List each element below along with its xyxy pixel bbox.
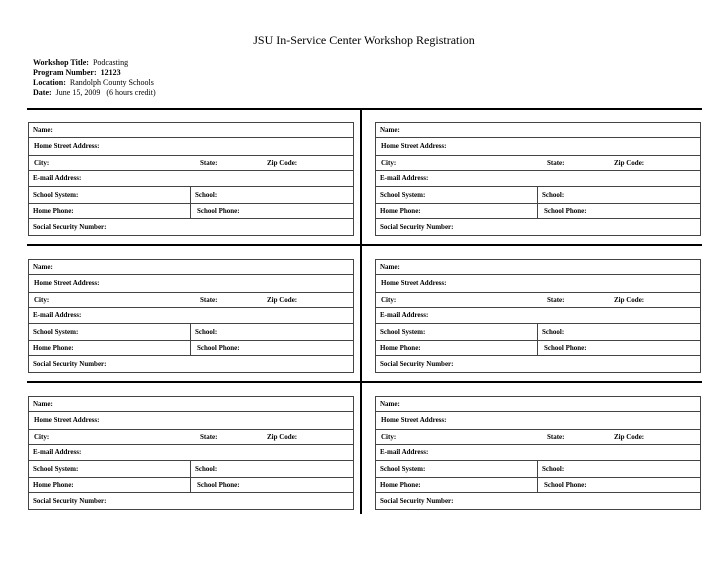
form-row [29, 411, 353, 430]
school-phone-label: School Phone: [197, 343, 240, 352]
form-row [29, 492, 353, 509]
workshop-title-line [33, 58, 128, 69]
registration-form-3 [28, 259, 354, 373]
ssn-label: Social Security Number: [33, 496, 107, 505]
ssn-label: Social Security Number: [33, 222, 107, 231]
form-row [376, 274, 700, 293]
form-row [29, 260, 353, 275]
form-row [376, 355, 700, 372]
ssn-field[interactable] [29, 355, 353, 372]
state-field[interactable] [196, 292, 263, 307]
registration-form-6 [375, 396, 701, 510]
email-label: E-mail Address: [380, 311, 429, 319]
school-phone-label: School Phone: [197, 206, 240, 215]
zip-label: Zip Code: [267, 432, 298, 441]
form-row [29, 155, 353, 171]
city-field[interactable] [29, 429, 196, 444]
form-row [29, 460, 353, 478]
school-phone-label: School Phone: [544, 343, 587, 352]
form-row [376, 218, 700, 235]
location-value: Randolph County Schools [69, 78, 154, 87]
state-field[interactable] [196, 155, 263, 170]
city-field[interactable] [376, 155, 543, 170]
name-field[interactable] [376, 397, 700, 411]
form-row [376, 411, 700, 430]
zip-label: Zip Code: [267, 295, 298, 304]
home-phone-field[interactable] [29, 477, 190, 492]
school-phone-label: School Phone: [197, 480, 240, 489]
state-label: State: [547, 432, 565, 441]
email-label: E-mail Address: [380, 448, 429, 456]
name-label: Name: [380, 263, 400, 271]
school-label: School: [542, 327, 565, 336]
home-phone-field[interactable] [376, 340, 537, 355]
form-row [376, 444, 700, 461]
form-row [376, 460, 700, 478]
school-phone-field[interactable] [190, 477, 353, 492]
school-system-label: School System: [380, 190, 426, 199]
school-field[interactable] [190, 460, 353, 477]
zip-field[interactable] [610, 292, 700, 307]
school-phone-label: School Phone: [544, 206, 587, 215]
form-row [376, 323, 700, 341]
form-row [29, 307, 353, 324]
zip-field[interactable] [263, 292, 353, 307]
address-label: Home Street Address: [34, 279, 100, 287]
name-label: Name: [380, 400, 400, 408]
form-row [376, 170, 700, 187]
vertical-divider [360, 108, 362, 514]
program-number-line [33, 68, 121, 79]
form-row [29, 292, 353, 308]
home-phone-label: Home Phone: [33, 343, 74, 352]
zip-label: Zip Code: [614, 295, 645, 304]
form-row [29, 123, 353, 138]
zip-field[interactable] [610, 155, 700, 170]
ssn-field[interactable] [376, 492, 700, 509]
school-phone-field[interactable] [537, 477, 700, 492]
date-value: June 15, 2009 (6 hours credit) [55, 88, 156, 97]
date-label: Date: [33, 88, 52, 97]
name-label: Name: [33, 400, 53, 408]
form-row [29, 170, 353, 187]
state-field[interactable] [196, 429, 263, 444]
form-row [376, 492, 700, 509]
school-label: School: [195, 464, 218, 473]
email-label: E-mail Address: [33, 311, 82, 319]
state-field[interactable] [543, 292, 610, 307]
school-phone-field[interactable] [190, 340, 353, 355]
school-system-field[interactable] [29, 186, 190, 203]
home-phone-label: Home Phone: [33, 206, 74, 215]
school-system-field[interactable] [376, 186, 537, 203]
registration-form-5 [28, 396, 354, 510]
location-label: Location: [33, 78, 66, 87]
name-field[interactable] [29, 397, 353, 411]
state-label: State: [200, 158, 218, 167]
form-row [376, 203, 700, 219]
state-label: State: [547, 295, 565, 304]
city-field[interactable] [376, 292, 543, 307]
home-phone-field[interactable] [376, 477, 537, 492]
school-phone-label: School Phone: [544, 480, 587, 489]
city-label: City: [34, 295, 50, 304]
ssn-label: Social Security Number: [380, 359, 454, 368]
name-label: Name: [33, 263, 53, 271]
city-label: City: [381, 295, 397, 304]
registration-form-2 [375, 122, 701, 236]
form-row [376, 137, 700, 156]
program-number-label: Program Number: [33, 68, 97, 77]
form-row [376, 307, 700, 324]
workshop-title-value: Podcasting [92, 58, 129, 67]
home-phone-label: Home Phone: [33, 480, 74, 489]
school-system-field[interactable] [376, 460, 537, 477]
school-phone-field[interactable] [537, 203, 700, 218]
form-row [29, 274, 353, 293]
city-field[interactable] [29, 155, 196, 170]
form-row [376, 340, 700, 356]
form-row [376, 292, 700, 308]
home-phone-field[interactable] [29, 203, 190, 218]
home-phone-label: Home Phone: [380, 343, 421, 352]
email-field[interactable] [29, 307, 353, 323]
school-field[interactable] [537, 323, 700, 340]
page-title: JSU In-Service Center Workshop Registration [253, 33, 475, 47]
school-system-field[interactable] [376, 323, 537, 340]
name-field[interactable] [29, 123, 353, 137]
address-field[interactable] [29, 137, 353, 155]
form-row [376, 123, 700, 138]
state-label: State: [547, 158, 565, 167]
address-label: Home Street Address: [381, 416, 447, 424]
date-line [33, 88, 156, 99]
school-system-label: School System: [380, 464, 426, 473]
zip-label: Zip Code: [267, 158, 298, 167]
name-label: Name: [380, 126, 400, 134]
state-field[interactable] [543, 155, 610, 170]
city-label: City: [381, 432, 397, 441]
city-field[interactable] [29, 292, 196, 307]
form-row [29, 137, 353, 156]
email-label: E-mail Address: [33, 174, 82, 182]
ssn-field[interactable] [29, 492, 353, 509]
program-number-value: 12123 [100, 68, 121, 77]
name-field[interactable] [376, 260, 700, 274]
school-label: School: [542, 190, 565, 199]
name-field[interactable] [29, 260, 353, 274]
email-field[interactable] [376, 307, 700, 323]
city-label: City: [34, 432, 50, 441]
zip-label: Zip Code: [614, 158, 645, 167]
address-field[interactable] [29, 411, 353, 429]
form-row [376, 260, 700, 275]
email-field[interactable] [376, 444, 700, 460]
name-label: Name: [33, 126, 53, 134]
address-label: Home Street Address: [381, 279, 447, 287]
zip-field[interactable] [263, 429, 353, 444]
form-row [29, 186, 353, 204]
city-label: City: [34, 158, 50, 167]
state-label: State: [200, 295, 218, 304]
form-row [29, 323, 353, 341]
form-row [29, 477, 353, 493]
divider-line-3 [27, 381, 702, 383]
address-field[interactable] [376, 137, 700, 155]
registration-form-4 [375, 259, 701, 373]
address-field[interactable] [29, 274, 353, 292]
form-row [376, 397, 700, 412]
workshop-title-label: Workshop Title: [33, 58, 89, 67]
state-field[interactable] [543, 429, 610, 444]
school-field[interactable] [190, 323, 353, 340]
form-row [29, 397, 353, 412]
school-system-label: School System: [33, 327, 79, 336]
school-system-field[interactable] [29, 460, 190, 477]
email-field[interactable] [29, 444, 353, 460]
school-system-label: School System: [33, 464, 79, 473]
city-field[interactable] [376, 429, 543, 444]
zip-field[interactable] [610, 429, 700, 444]
address-field[interactable] [376, 411, 700, 429]
address-label: Home Street Address: [34, 416, 100, 424]
form-row [376, 477, 700, 493]
form-row [376, 429, 700, 445]
ssn-label: Social Security Number: [33, 359, 107, 368]
address-label: Home Street Address: [381, 142, 447, 150]
school-label: School: [195, 327, 218, 336]
form-row [29, 355, 353, 372]
school-system-label: School System: [33, 190, 79, 199]
ssn-label: Social Security Number: [380, 496, 454, 505]
ssn-field[interactable] [376, 218, 700, 235]
school-system-field[interactable] [29, 323, 190, 340]
form-row [376, 186, 700, 204]
school-phone-field[interactable] [537, 340, 700, 355]
school-label: School: [542, 464, 565, 473]
location-line [33, 78, 154, 89]
form-row [29, 444, 353, 461]
email-field[interactable] [376, 170, 700, 186]
form-row [29, 429, 353, 445]
form-row [29, 340, 353, 356]
school-phone-field[interactable] [190, 203, 353, 218]
form-row [29, 203, 353, 219]
email-label: E-mail Address: [33, 448, 82, 456]
home-phone-field[interactable] [29, 340, 190, 355]
school-field[interactable] [537, 460, 700, 477]
city-label: City: [381, 158, 397, 167]
registration-form-1 [28, 122, 354, 236]
home-phone-label: Home Phone: [380, 480, 421, 489]
ssn-label: Social Security Number: [380, 222, 454, 231]
ssn-field[interactable] [29, 218, 353, 235]
home-phone-label: Home Phone: [380, 206, 421, 215]
email-label: E-mail Address: [380, 174, 429, 182]
address-field[interactable] [376, 274, 700, 292]
school-system-label: School System: [380, 327, 426, 336]
home-phone-field[interactable] [376, 203, 537, 218]
ssn-field[interactable] [376, 355, 700, 372]
divider-line-2 [27, 244, 702, 246]
divider-line-1 [27, 108, 702, 110]
name-field[interactable] [376, 123, 700, 137]
zip-label: Zip Code: [614, 432, 645, 441]
email-field[interactable] [29, 170, 353, 186]
school-field[interactable] [537, 186, 700, 203]
state-label: State: [200, 432, 218, 441]
school-field[interactable] [190, 186, 353, 203]
form-row [29, 218, 353, 235]
school-label: School: [195, 190, 218, 199]
zip-field[interactable] [263, 155, 353, 170]
form-row [376, 155, 700, 171]
address-label: Home Street Address: [34, 142, 100, 150]
